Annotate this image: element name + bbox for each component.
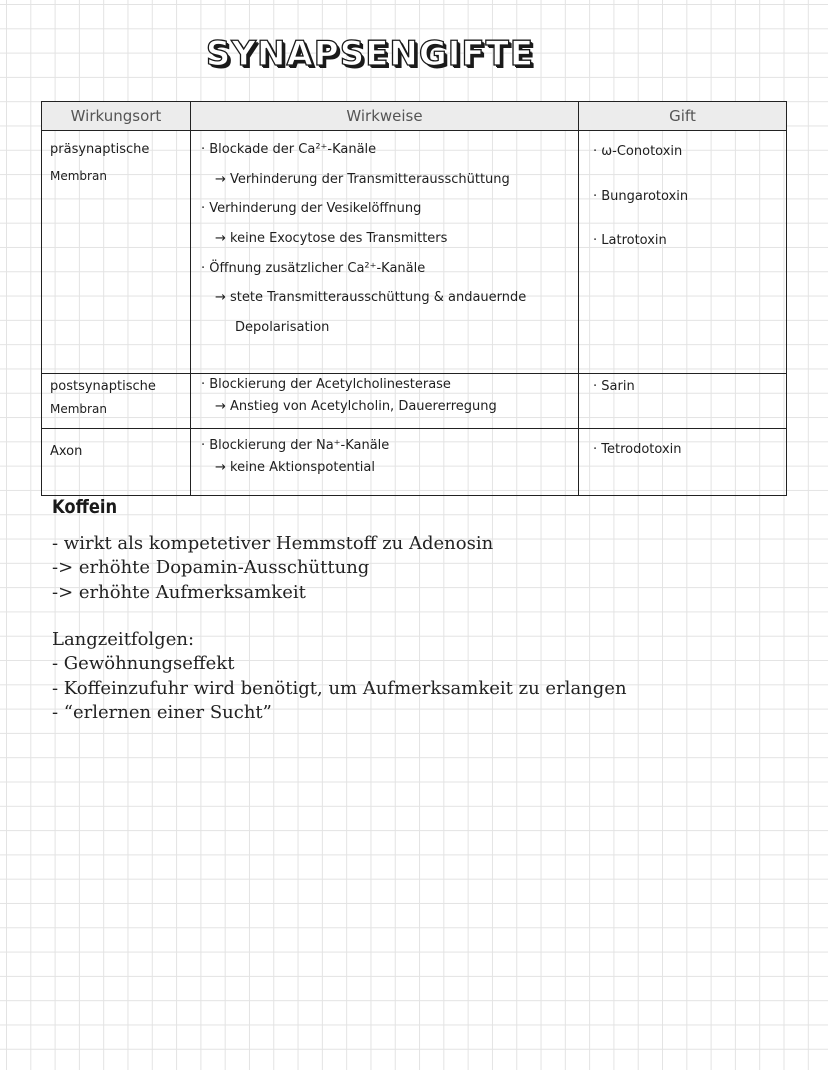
gift-name: · Latrotoxin [593, 233, 667, 249]
wirkungsort-cell [42, 429, 191, 496]
synapsengifte-table [41, 101, 787, 496]
wirkweise-line: → Anstieg von Acetylcholin, Dauererregung [215, 399, 497, 414]
wirkweise-line: Depolarisation [235, 320, 330, 336]
wirkweise-line: → keine Exocytose des Transmitters [215, 231, 448, 247]
langzeitfolgen-section [52, 628, 627, 725]
gift-cell [579, 429, 787, 496]
langzeitfolgen-heading: Langzeitfolgen: [52, 629, 195, 650]
koffein-heading: Koffein [52, 496, 118, 518]
column-header-gift: Gift [579, 102, 787, 131]
wirkweise-line: → stete Transmitterausschüttung & andauernde [215, 290, 527, 306]
wirkungsort-text: Axon [50, 444, 83, 459]
page-title: SYNAPSENGIFTE [205, 34, 535, 74]
wirkungsort-text: Membran [50, 402, 107, 416]
list-item: - “erlernen einer Sucht” [52, 701, 272, 723]
wirkungsort-text: präsynaptische [50, 142, 150, 157]
wirkweise-line: · Blockierung der Na⁺-Kanäle [201, 438, 390, 453]
gift-cell [579, 374, 787, 429]
table-row [42, 131, 787, 374]
gift-name: · Sarin [593, 379, 635, 394]
column-header-wirkungsort: Wirkungsort [42, 102, 191, 131]
koffein-effects [52, 532, 493, 605]
table-row [42, 429, 787, 496]
table-row [42, 374, 787, 429]
wirkweise-cell [191, 429, 579, 496]
list-item: - Koffeinzufuhr wird benötigt, um Aufmerksamkeit zu erlangen [52, 677, 627, 699]
gift-name: · Tetrodotoxin [593, 442, 682, 457]
table-header-row [42, 102, 787, 131]
gift-name: · ω-Conotoxin [593, 144, 683, 159]
column-header-wirkweise: Wirkweise [191, 102, 579, 131]
wirkweise-line: · Öffnung zusätzlicher Ca²⁺-Kanäle [201, 260, 426, 276]
wirkungsort-cell [42, 374, 191, 429]
wirkungsort-text: Membran [50, 169, 107, 183]
wirkweise-cell [191, 374, 579, 429]
wirkweise-line: → Verhinderung der Transmitterausschüttung [215, 171, 510, 187]
wirkweise-line: · Blockierung der Acetylcholinesterase [201, 377, 451, 392]
wirkweise-line: · Verhinderung der Vesikelöffnung [201, 201, 422, 217]
wirkungsort-text: postsynaptische [50, 379, 156, 394]
gift-cell [579, 131, 787, 374]
wirkweise-line: · Blockade der Ca²⁺-Kanäle [201, 142, 377, 157]
wirkweise-cell [191, 131, 579, 374]
list-item: - Gewöhnungseffekt [52, 653, 235, 675]
list-item: - wirkt als kompetetiver Hemmstoff zu Adenosin [52, 533, 494, 554]
wirkungsort-cell [42, 131, 191, 374]
list-item: -> erhöhte Aufmerksamkeit [52, 581, 306, 603]
list-item: -> erhöhte Dopamin-Ausschüttung [52, 557, 370, 579]
gift-name: · Bungarotoxin [593, 188, 689, 204]
wirkweise-line: → keine Aktionspotential [215, 460, 375, 475]
